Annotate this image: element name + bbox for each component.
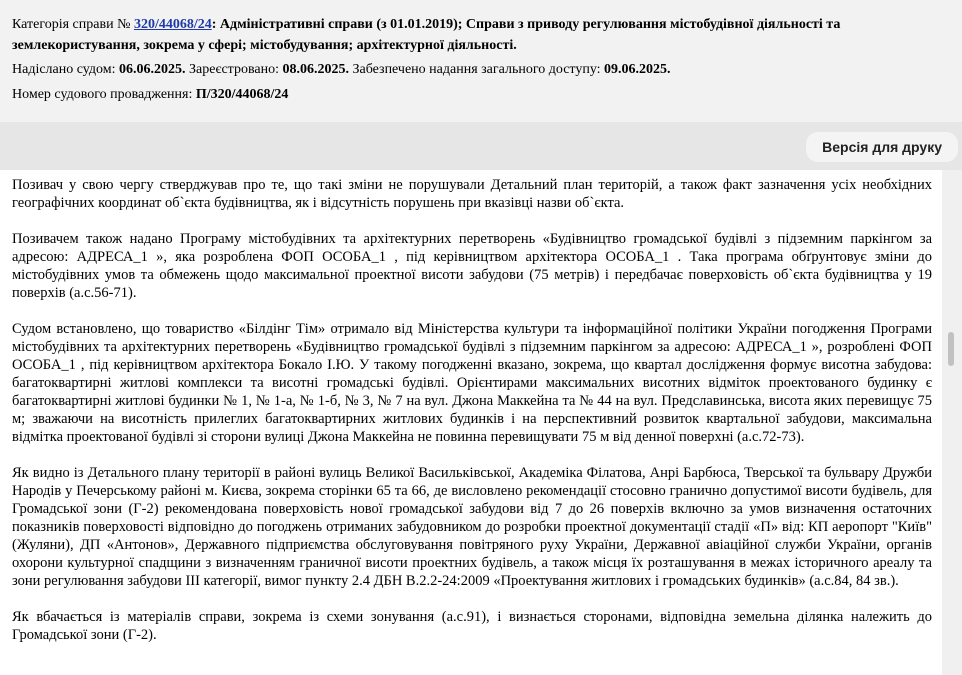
case-dates-line [12, 59, 950, 80]
document-paragraph: Як видно із Детального плану території в районі вулиць Великої Васильківської, Академіка Філатова, Анрі Барбюса, Тверської та бульвару Дружби Народів у Печерському районі м. Києва, зокрема сторінки 65 та 66, де висловлено рекомендації стосовно гранично допустимої висоти будівель, для Громадської зони (Г-2) рекомендована поверховість нової громадської забудови від 7 до 26 поверхів включно за умов визначення остаточних показників поверховості відповідно до погоджень отриманих забудовником до розробки проектної документації стадії «П» від: КП аеропорт "Київ" (Жуляни), ДП «Антонов», Державного підприємства обслуговування повітряного руху України, Державної авіаційної служби України, органів охорони культурної спадщини з визначенням граничної висоти проектних будівель, а також місця їх розташування в межах історичного ареалу та зони регулювання забудови ІІІ категорії, вимог пункту 2.4 ДБН В.2.2-24:2009 «Проектування житлових і громадських будинків» (а.с.84, 84 зв.). [12, 465, 932, 589]
scrollbar-thumb[interactable] [948, 332, 954, 366]
document-paragraph: Позивачем також надано Програму містобудівних та архітектурних перетворень «Будівництво громадської будівлі з підземним паркінгом за адресою: АДРЕСА_1 », яка розроблена ФОП ОСОБА_1 , під керівництвом архітектора ОСОБА_1 . Така програма обґрунтовує зміни до містобудівних умов та обмежень щодо максимальної проектної висоти забудови (75 метрів) і передбачає поверховість об`єкта будівництва у 19 поверхів (а.с.56-71). [12, 231, 932, 301]
category-label: Категорія справи № [12, 17, 134, 32]
case-category-text: Адміністративні справи (з 01.01.2019); Справи з приводу регулювання містобудівної діяльності та землекористування, зокрема у сфері; містобудування; архітектурної діяльності. [12, 17, 841, 53]
vertical-scrollbar[interactable] [942, 170, 962, 675]
access-date: 09.06.2025. [604, 62, 671, 77]
document-paragraph: Позивач у свою чергу стверджував про те, що такі зміни не порушували Детальний план територій, а також факт зазначення усіх необхідних географічних координат об`єкта будівництва, як і відсутність порушень при вказівці назви об`єкта. [12, 177, 932, 211]
case-category-line [12, 14, 950, 56]
registered-date: 08.06.2025. [282, 62, 349, 77]
proceeding-label: Номер судового провадження: [12, 87, 196, 102]
document-paragraph: Як вбачається із матеріалів справи, зокрема із схеми зонування (а.с.91), і визнається сторонами, відповідна земельна ділянка належить до Громадської зони (Г-2). [12, 609, 932, 643]
proceeding-line [12, 84, 950, 105]
sent-date: 06.06.2025. [119, 62, 186, 77]
proceeding-number: П/320/44068/24 [195, 87, 289, 102]
document-body [0, 170, 942, 675]
case-info-panel [0, 0, 962, 122]
access-label: Забезпечено надання загального доступу: [348, 62, 605, 77]
case-number-link[interactable]: 320/44068/24 [133, 17, 212, 32]
print-version-button[interactable]: Версія для друку [806, 132, 958, 162]
category-separator: : [211, 17, 220, 32]
document-paragraph: Судом встановлено, що товариство «Білдінг Тім» отримало від Міністерства культури та інформаційної політики України погодження Програми містобудівних та архітектурних перетворень «Будівництво громадської будівлі з підземним паркінгом за адресою: АДРЕСА_1 », розроблені ФОП ОСОБА_1 , під керівництвом архітектора Бокало І.Ю. У такому погодженні вказано, зокрема, що квартал дослідження формує висотна забудова: багатоквартирні житлові комплекси та висотні громадські будівлі. Орієнтирами максимальних висотних відміток проектованого будинку є багатоквартирні житлові будинки № 1, № 1-а, № 1-б, № 3, № 7 на вул. Джона Маккейна та № 44 на вул. Предславинська, висота яких перевищує 75 м; зважаючи на висотність прилеглих багатоквартирних житлових будинків і на перспективний розвиток квартальної забудови, максимальна відмітка проектованої будівлі зі сторони вулиці Джона Маккейна не повинна перевищувати 75 м від денної поверхні (а.с.72-73). [12, 321, 932, 445]
document-viewport [0, 170, 962, 675]
print-toolbar [0, 122, 962, 170]
sent-label: Надіслано судом: [12, 62, 119, 77]
registered-label: Зареєстровано: [185, 62, 283, 77]
